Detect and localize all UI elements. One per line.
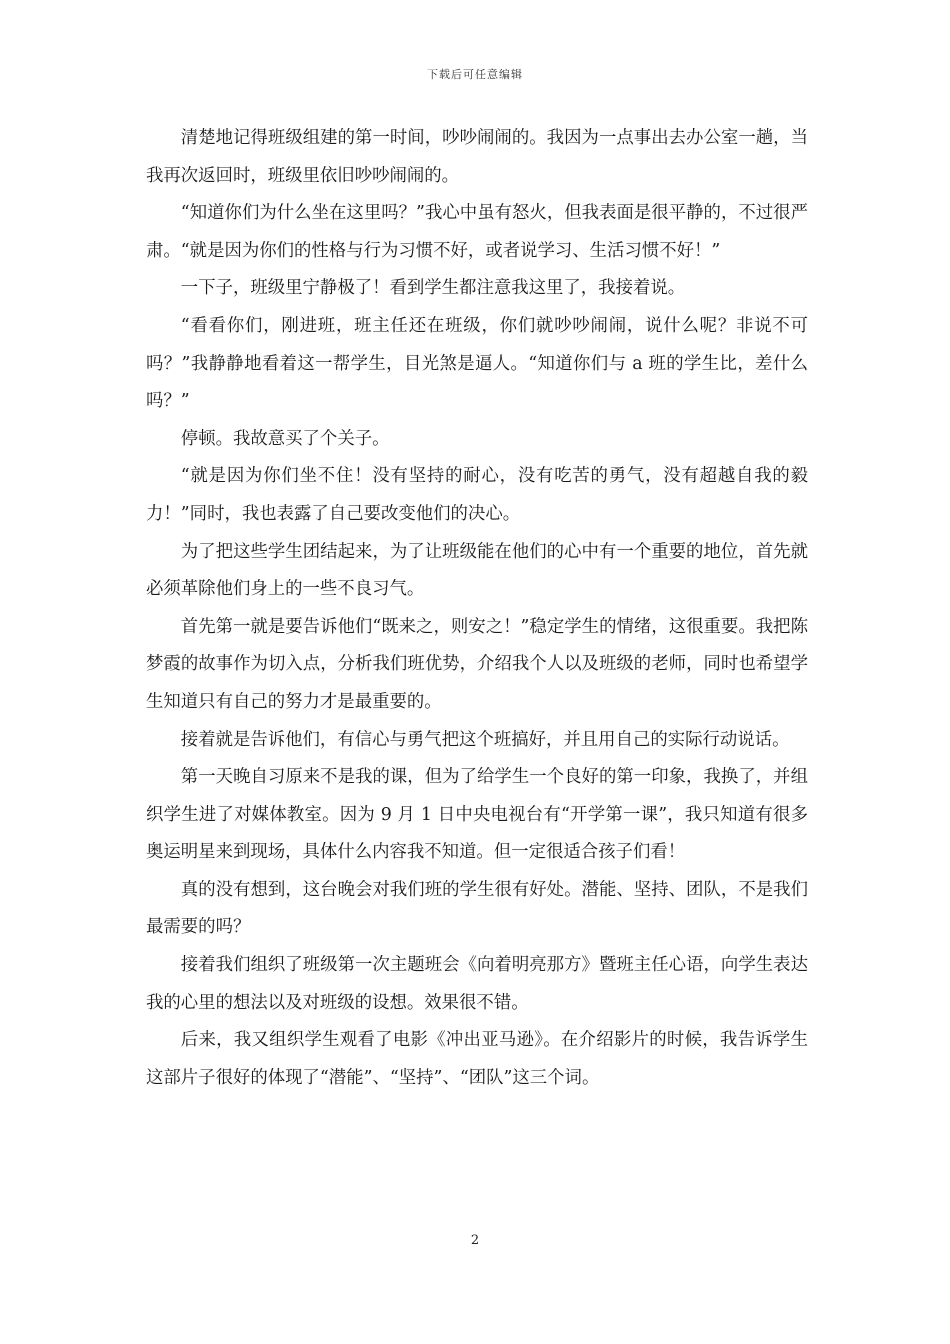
- paragraph: 首先第一就是要告诉他们“既来之，则安之！”稳定学生的情绪，这很重要。我把陈梦霞的故事作为切入点，分析我们班优势，介绍我个人以及班级的老师，同时也希望学生知道只有自己的努力才是最重要的。: [146, 616, 808, 712]
- paragraph: 接着我们组织了班级第一次主题班会《向着明亮那方》暨班主任心语，向学生表达我的心里的想法以及对班级的设想。效果很不错。: [146, 955, 808, 1013]
- paragraph: 真的没有想到，这台晚会对我们班的学生很有好处。潜能、坚持、团队，不是我们最需要的吗？: [146, 879, 808, 938]
- paragraph: 接着就是告诉他们，有信心与勇气把这个班搞好，并且用自己的实际行动说话。: [180, 729, 790, 750]
- document-body: [146, 120, 808, 1097]
- page-number: 2: [470, 1233, 480, 1248]
- paragraph: “看看你们，刚进班，班主任还在班级，你们就吵吵闹闹，说什么呢？非说不可吗？”我静静地看着这一帮学生，目光煞是逼人。“知道你们与 a 班的学生比，差什么吗？”: [146, 315, 808, 412]
- paragraph: 第一天晚自习原来不是我的课，但为了给学生一个良好的第一印象，我换了，并组织学生进了对媒体教室。因为 9 月 1 日中央电视台有“开学第一课”，我只知道有很多奥运明星来到现场，具体什么内容我不知道。但一定很适合孩子们看！: [146, 767, 808, 863]
- paragraph: 一下子，班级里宁静极了！看到学生都注意我这里了，我接着说。: [180, 278, 686, 299]
- paragraph: 为了把这些学生团结起来，为了让班级能在他们的心中有一个重要的地位，首先就必须革除他们身上的一些不良习气。: [146, 541, 808, 600]
- paragraph: 清楚地记得班级组建的第一时间，吵吵闹闹的。我因为一点事出去办公室一趟，当我再次返回时，班级里依旧吵吵闹闹的。: [146, 128, 808, 186]
- page-header: 下载后可任意编辑: [427, 68, 523, 81]
- paragraph: “就是因为你们坐不住！没有坚持的耐心，没有吃苦的勇气，没有超越自我的毅力！”同时，我也表露了自己要改变他们的决心。: [146, 466, 808, 524]
- paragraph: “知道你们为什么坐在这里吗？”我心中虽有怒火，但我表面是很平静的，不过很严肃。“就是因为你们的性格与行为习惯不好，或者说学习、生活习惯不好！”: [146, 203, 808, 261]
- paragraph: 后来，我又组织学生观看了电影《冲出亚马逊》。在介绍影片的时候，我告诉学生这部片子很好的体现了“潜能”、“坚持”、“团队”这三个词。: [146, 1030, 808, 1088]
- paragraph: 停顿。我故意买了个关子。: [180, 428, 390, 449]
